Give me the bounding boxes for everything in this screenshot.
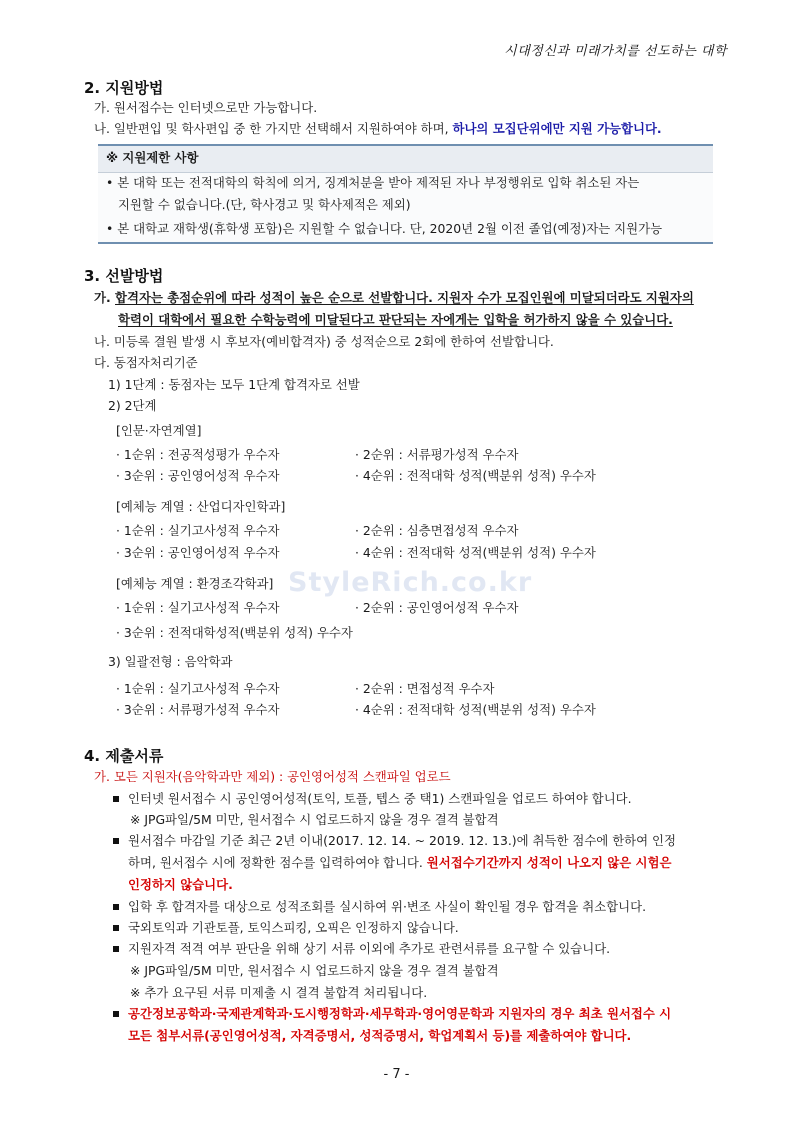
group-sculpture-label: [예체능 계열 : 환경조각학과] <box>116 576 274 591</box>
s3-item-a <box>94 290 694 306</box>
square-bullet-icon <box>113 946 119 952</box>
section-3-title: 3. 선발방법 <box>84 267 164 285</box>
section-2-title: 2. 지원방법 <box>84 79 164 97</box>
s2-item-b <box>94 121 662 137</box>
doc-item-2-warning-cont: 인정하지 않습니다. <box>128 877 233 892</box>
doc-item-1: 인터넷 원서접수 시 공인영어성적(토익, 토플, 텝스 중 택1) 스캔파일을 업로드 하여야 합니다. <box>128 791 632 806</box>
doc-item-2-line2 <box>128 855 671 871</box>
group-humanities-label: [인문·자연계열] <box>116 423 202 438</box>
header-slogan: 시대정신과 미래가치를 선도하는 대학 <box>504 44 727 59</box>
group-music-rank-3: · 3순위 : 서류평가성적 우수자 <box>116 702 280 717</box>
restriction-item-1: • 본 대학 또는 전적대학의 학칙에 의거, 징계처분을 받아 제적된 자나 부정행위로 입학 취소된 자는 <box>106 175 640 190</box>
group-design-rank-3: · 3순위 : 공인영어성적 우수자 <box>116 545 280 560</box>
group-humanities-rank-4: · 4순위 : 전적대학 성적(백분위 성적) 우수자 <box>355 468 596 483</box>
group-music-rank-2: · 2순위 : 면접성적 우수자 <box>355 681 495 696</box>
s3-item-a-prefix: 가. <box>94 290 115 305</box>
doc-item-5: 지원자격 적격 여부 판단을 위해 상기 서류 이외에 추가로 관련서류를 요구할 수 있습니다. <box>128 941 611 956</box>
doc-item-2-warning: 원서접수기간까지 성적이 나오지 않은 시험은 <box>426 855 672 870</box>
s3-item-c: 다. 동점자처리기준 <box>94 355 198 370</box>
doc-item-5-note-1: ※ JPG파일/5M 미만, 원서접수 시 업로드하지 않을 경우 결격 불합격 <box>130 963 499 978</box>
group-sculpture-rank-3: · 3순위 : 전적대학성적(백분위 성적) 우수자 <box>116 625 353 640</box>
doc-item-2-text: 하며, 원서접수 시에 정확한 점수를 입력하여야 합니다. <box>128 855 427 870</box>
doc-item-5-note-2: ※ 추가 요구된 서류 미제출 시 결격 불합격 처리됩니다. <box>130 985 428 1000</box>
s2-item-b-text: 나. 일반편입 및 학사편입 중 한 가지만 선택해서 지원하여야 하며, <box>94 121 453 136</box>
square-bullet-icon <box>113 796 119 802</box>
s2-item-a: 가. 원서접수는 인터넷으로만 가능합니다. <box>94 100 318 115</box>
group-design-rank-2: · 2순위 : 심층면접성적 우수자 <box>355 523 519 538</box>
square-bullet-icon <box>113 838 119 844</box>
tie-step-1: 1) 1단계 : 동점자는 모두 1단계 합격자로 선발 <box>108 377 360 392</box>
doc-item-4: 국외토익과 기관토플, 토익스피킹, 오픽은 인정하지 않습니다. <box>128 920 459 935</box>
s3-item-a-line2: 학력이 대학에서 필요한 수학능력에 미달된다고 판단되는 자에게는 입학을 허가하지 않을 수 있습니다. <box>118 312 673 327</box>
square-bullet-icon <box>113 904 119 910</box>
doc-item-2-line1: 원서접수 마감일 기준 최근 2년 이내(2017. 12. 14. ~ 2019. 12. 13.)에 취득한 점수에 한하여 인정 <box>128 833 676 848</box>
group-design-label: [예체능 계열 : 산업디자인학과] <box>116 499 286 514</box>
group-sculpture-rank-1: · 1순위 : 실기고사성적 우수자 <box>116 600 280 615</box>
tie-step-2: 2) 2단계 <box>108 398 157 413</box>
square-bullet-icon <box>113 1011 119 1017</box>
doc-item-6-line2: 모든 첨부서류(공인영어성적, 자격증명서, 성적증명서, 학업계획서 등)를 제출하여야 합니다. <box>128 1028 632 1043</box>
restriction-item-1-cont: 지원할 수 없습니다.(단, 학사경고 및 학사제적은 제외) <box>118 197 411 212</box>
group-design-rank-1: · 1순위 : 실기고사성적 우수자 <box>116 523 280 538</box>
group-design-rank-4: · 4순위 : 전적대학 성적(백분위 성적) 우수자 <box>355 545 596 560</box>
s3-item-a-line1: 합격자는 총점순위에 따라 성적이 높은 순으로 선발합니다. 지원자 수가 모집인원에 미달되더라도 지원자의 <box>115 290 694 305</box>
page-number: - 7 - <box>383 1067 410 1082</box>
restriction-item-2: • 본 대학교 재학생(휴학생 포함)은 지원할 수 없습니다. 단, 2020년 2월 이전 졸업(예정)자는 지원가능 <box>106 221 663 236</box>
doc-item-1-note: ※ JPG파일/5M 미만, 원서접수 시 업로드하지 않을 경우 결격 불합격 <box>130 812 499 827</box>
s3-item-b: 나. 미등록 결원 발생 시 후보자(예비합격자) 중 성적순으로 2회에 한하여 선발합니다. <box>94 334 554 349</box>
square-bullet-icon <box>113 925 119 931</box>
doc-item-3: 입학 후 합격자를 대상으로 성적조회를 실시하여 위·변조 사실이 확인될 경우 합격을 취소합니다. <box>128 899 647 914</box>
watermark: StyleRich.co.kr <box>288 567 533 598</box>
doc-item-6-line1: 공간정보공학과·국제관계학과·도시행정학과·세무학과·영어영문학과 지원자의 경우 최초 원서접수 시 <box>128 1006 672 1021</box>
group-humanities-rank-1: · 1순위 : 전공적성평가 우수자 <box>116 447 280 462</box>
section-4-title: 4. 제출서류 <box>84 747 164 765</box>
group-music-rank-4: · 4순위 : 전적대학 성적(백분위 성적) 우수자 <box>355 702 596 717</box>
tie-step-3: 3) 일괄전형 : 음악학과 <box>108 654 233 669</box>
s2-item-b-highlight: 하나의 모집단위에만 지원 가능합니다. <box>452 121 662 136</box>
group-humanities-rank-2: · 2순위 : 서류평가성적 우수자 <box>355 447 519 462</box>
restriction-title: ※ 지원제한 사항 <box>106 150 199 165</box>
group-sculpture-rank-2: · 2순위 : 공인영어성적 우수자 <box>355 600 519 615</box>
group-music-rank-1: · 1순위 : 실기고사성적 우수자 <box>116 681 280 696</box>
group-humanities-rank-3: · 3순위 : 공인영어성적 우수자 <box>116 468 280 483</box>
s4-item-a: 가. 모든 지원자(음악학과만 제외) : 공인영어성적 스캔파일 업로드 <box>94 769 451 784</box>
